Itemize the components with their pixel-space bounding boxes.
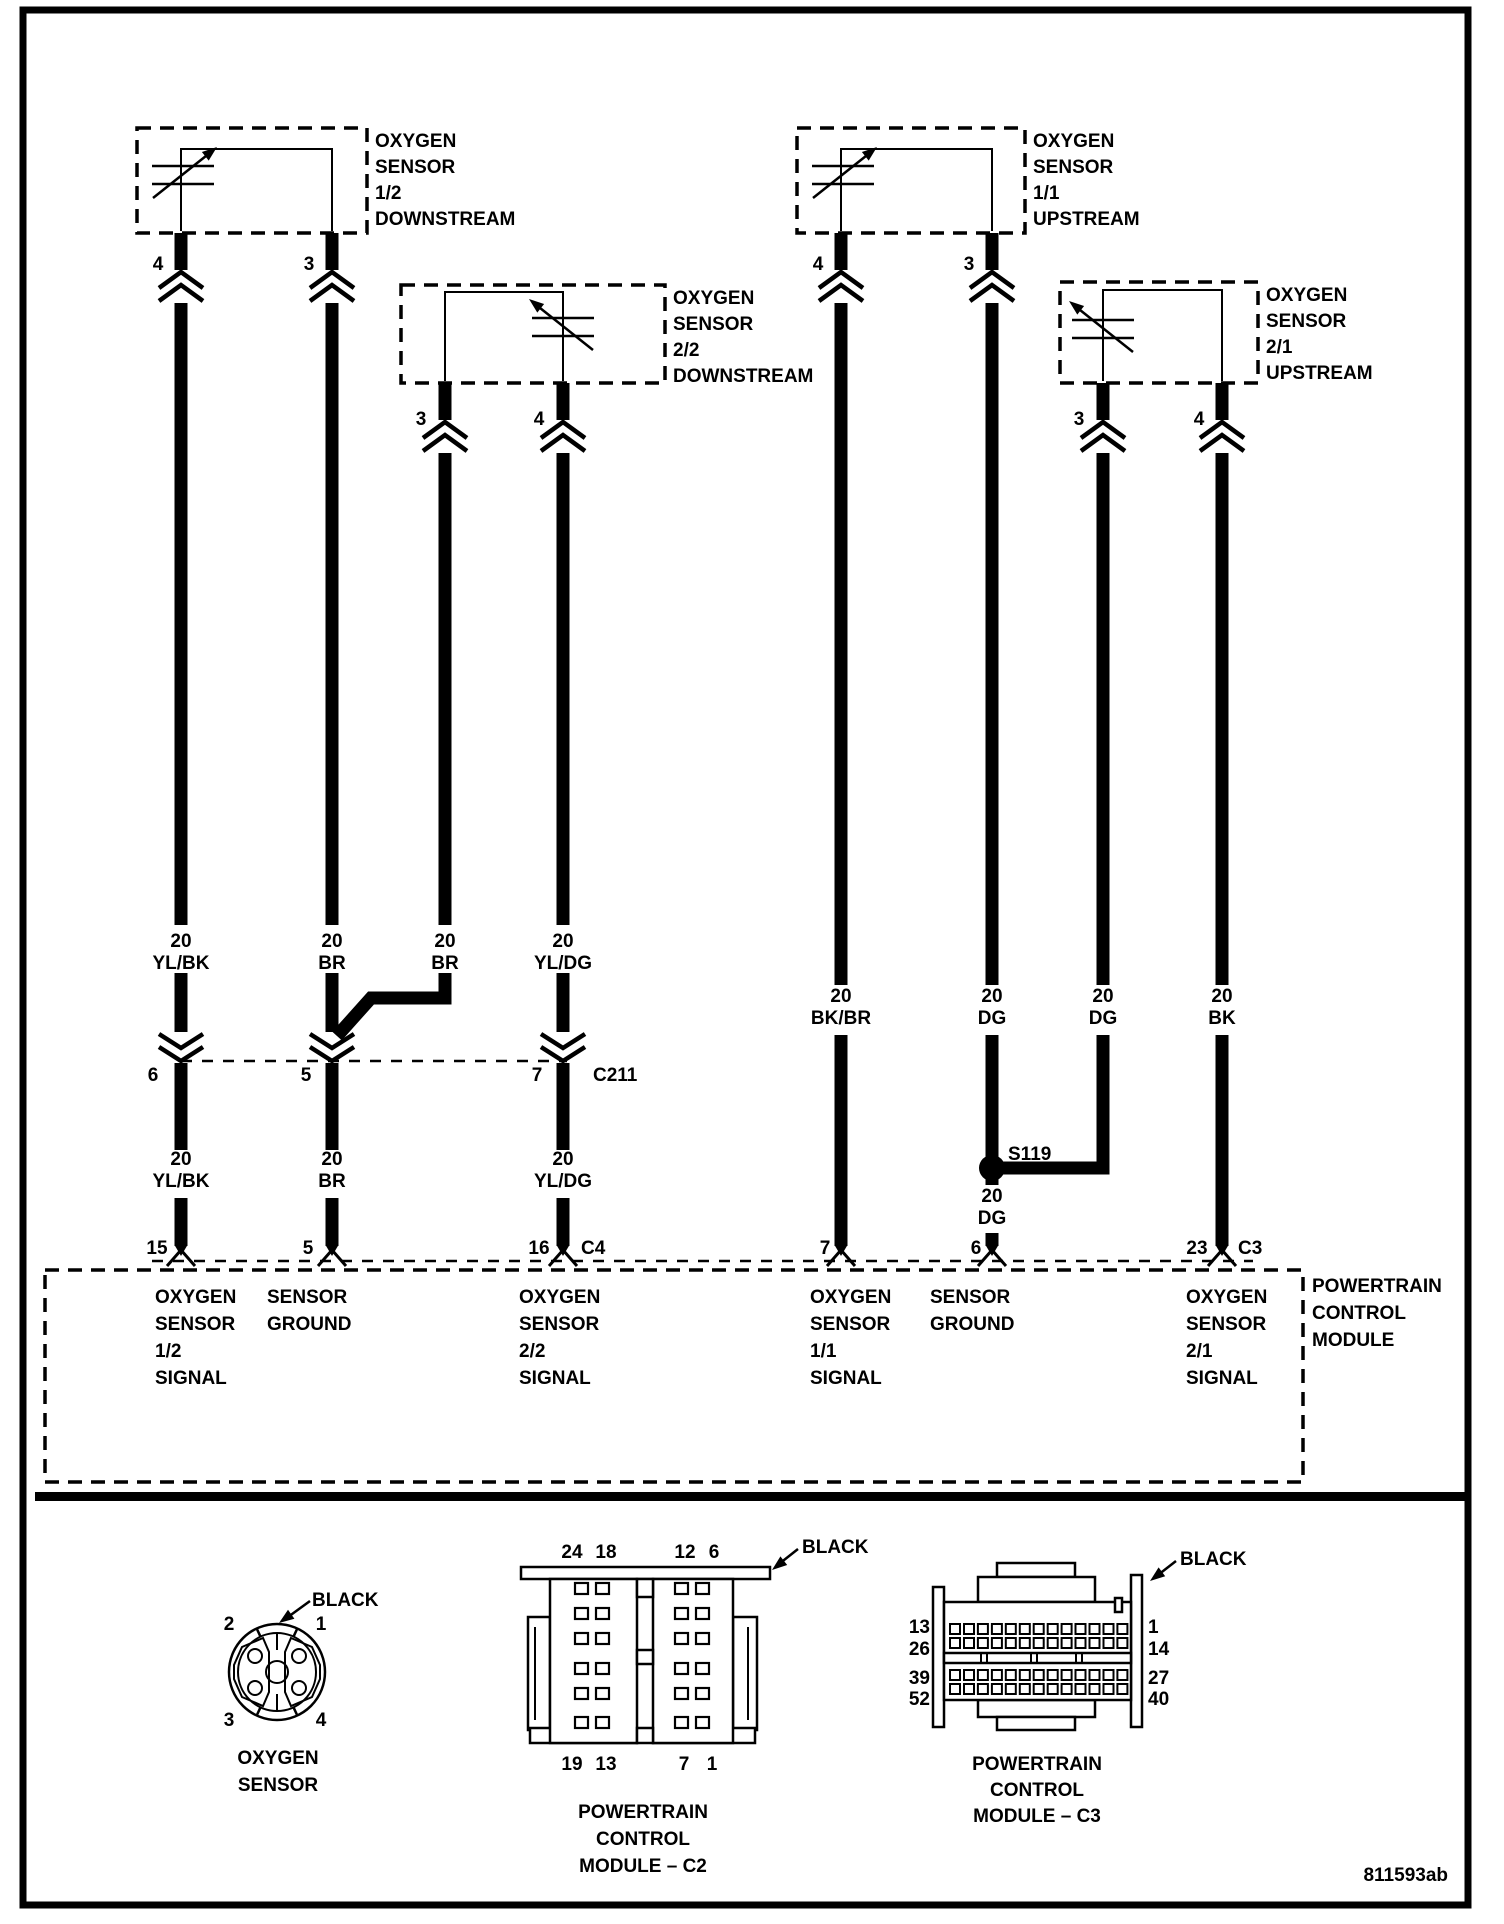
c2-pin-24: 24 <box>561 1542 583 1563</box>
sensor-1-1-pin-3: 3 <box>963 254 975 275</box>
section-separator <box>35 1492 1468 1501</box>
c3-pin-14: 14 <box>1148 1639 1170 1660</box>
oxygen-connector-pin-1: 1 <box>315 1614 327 1635</box>
c3-pin-27: 27 <box>1148 1668 1170 1689</box>
wire-label-yl-dg-upper: 20 YL/DG <box>533 931 593 974</box>
c2-pin-6: 6 <box>708 1542 720 1563</box>
oxygen-connector-pin-3: 3 <box>223 1710 235 1731</box>
oxygen-sensor-2-1-box <box>1060 282 1258 383</box>
wire-label-dg-2: 20 DG <box>1088 986 1118 1029</box>
sensor-symbol-2-1 <box>1069 301 1134 352</box>
c2-caption: POWERTRAIN CONTROL MODULE – C2 <box>578 1802 708 1877</box>
oxygen-connector-pin-2: 2 <box>223 1614 235 1635</box>
c2-pin-19: 19 <box>561 1754 583 1775</box>
pcm-c2-connector-face <box>521 1567 770 1743</box>
wire-label-br-lower: 20 BR <box>318 1149 346 1192</box>
pcm-pin-7: 7 <box>819 1238 831 1259</box>
c211-pin-5: 5 <box>300 1065 312 1086</box>
pcm-pin-6: 6 <box>970 1238 982 1259</box>
wire-label-bk-br: 20 BK/BR <box>810 986 872 1029</box>
c2-black-label: BLACK <box>802 1537 869 1558</box>
sensor-symbol-1-2 <box>152 147 217 198</box>
sensor-2-1-pin-4: 4 <box>1193 409 1205 430</box>
c3-caption: POWERTRAIN CONTROL MODULE – C3 <box>972 1754 1102 1827</box>
pcm-pin-16: 16 <box>528 1238 550 1259</box>
sensor-2-1-label: OXYGEN SENSOR 2/1 UPSTREAM <box>1266 285 1373 384</box>
sensor-1-1-pin-4: 4 <box>812 254 824 275</box>
pcm-c2-black-arrow <box>772 1549 798 1570</box>
splice-s119-dot <box>979 1155 1005 1181</box>
pcm-signal-o2-2-2: OXYGEN SENSOR 2/2 SIGNAL <box>519 1287 601 1389</box>
oxygen-sensor-connector-face <box>229 1624 325 1720</box>
c2-pin-12: 12 <box>674 1542 696 1563</box>
sensor-1-1-label: OXYGEN SENSOR 1/1 UPSTREAM <box>1033 131 1140 230</box>
oxygen-connector-black-label: BLACK <box>312 1590 379 1611</box>
c2-pin-1: 1 <box>706 1754 718 1775</box>
sensor-1-2-label: OXYGEN SENSOR 1/2 DOWNSTREAM <box>375 131 516 230</box>
c3-pin-52: 52 <box>908 1689 930 1710</box>
c211-pin-6: 6 <box>147 1065 159 1086</box>
splice-s119-label: S119 <box>1008 1144 1052 1165</box>
sensor-symbol-2-2 <box>529 299 594 350</box>
wire-label-yl-dg-lower: 20 YL/DG <box>533 1149 593 1192</box>
c211-label: C211 <box>593 1065 638 1086</box>
c2-pin-7: 7 <box>678 1754 690 1775</box>
wire-label-bk: 20 BK <box>1208 986 1236 1029</box>
wire-label-dg-below-splice: 20 DG <box>977 1186 1007 1229</box>
oxygen-connector-pin-4: 4 <box>315 1710 327 1731</box>
pcm-pin-5: 5 <box>302 1238 314 1259</box>
sensor-2-2-pin-4: 4 <box>533 409 545 430</box>
c211-pin-7: 7 <box>531 1065 543 1086</box>
pcm-connector-c3-label: C3 <box>1238 1238 1263 1259</box>
sensor-1-2-pin-3: 3 <box>303 254 315 275</box>
c2-pin-13: 13 <box>595 1754 617 1775</box>
sensor-2-1-pin-3: 3 <box>1073 409 1085 430</box>
diagram-id-watermark: 811593ab <box>1363 1865 1448 1886</box>
c2-pin-18: 18 <box>595 1542 617 1563</box>
pcm-title: POWERTRAIN CONTROL MODULE <box>1312 1276 1442 1351</box>
pcm-connector-c4-label: C4 <box>581 1238 606 1259</box>
oxygen-sensor-2-2-box <box>401 285 665 383</box>
oxygen-connector-caption: OXYGEN SENSOR <box>237 1748 319 1796</box>
oxygen-sensor-connector-black-arrow <box>279 1601 310 1623</box>
wire-label-br-upper: 20 BR <box>318 931 346 974</box>
pcm-pin-15: 15 <box>146 1238 168 1259</box>
sensor-2-2-label: OXYGEN SENSOR 2/2 DOWNSTREAM <box>673 288 814 387</box>
sensor-2-2-pin-3: 3 <box>415 409 427 430</box>
c3-pin-1: 1 <box>1148 1617 1159 1638</box>
c3-pin-40: 40 <box>1148 1689 1170 1710</box>
wire-label-br-branch: 20 BR <box>431 931 459 974</box>
c3-black-label: BLACK <box>1180 1549 1247 1570</box>
pcm-c3-black-arrow <box>1150 1561 1176 1581</box>
pcm-pin-23: 23 <box>1186 1238 1208 1259</box>
pcm-signal-o2-2-1: OXYGEN SENSOR 2/1 SIGNAL <box>1186 1287 1268 1389</box>
c3-pin-13: 13 <box>908 1617 930 1638</box>
wire-label-dg-1: 20 DG <box>977 986 1007 1029</box>
wire-label-yl-bk-upper: 20 YL/BK <box>152 931 210 974</box>
pcm-signal-ground-left: SENSOR GROUND <box>267 1287 352 1335</box>
pcm-signal-o2-1-2: OXYGEN SENSOR 1/2 SIGNAL <box>155 1287 237 1389</box>
sensor-symbol-1-1 <box>812 147 877 198</box>
pcm-signal-o2-1-1: OXYGEN SENSOR 1/1 SIGNAL <box>810 1287 892 1389</box>
c3-pin-39: 39 <box>908 1668 930 1689</box>
oxygen-sensor-1-1-box <box>797 128 1025 233</box>
wire-label-yl-bk-lower: 20 YL/BK <box>152 1149 210 1192</box>
pcm-signal-ground-right: SENSOR GROUND <box>930 1287 1015 1335</box>
c3-pin-26: 26 <box>908 1639 930 1660</box>
wire-o2-2-2-ground-merge <box>337 973 445 1036</box>
sensor-1-2-pin-4: 4 <box>152 254 164 275</box>
